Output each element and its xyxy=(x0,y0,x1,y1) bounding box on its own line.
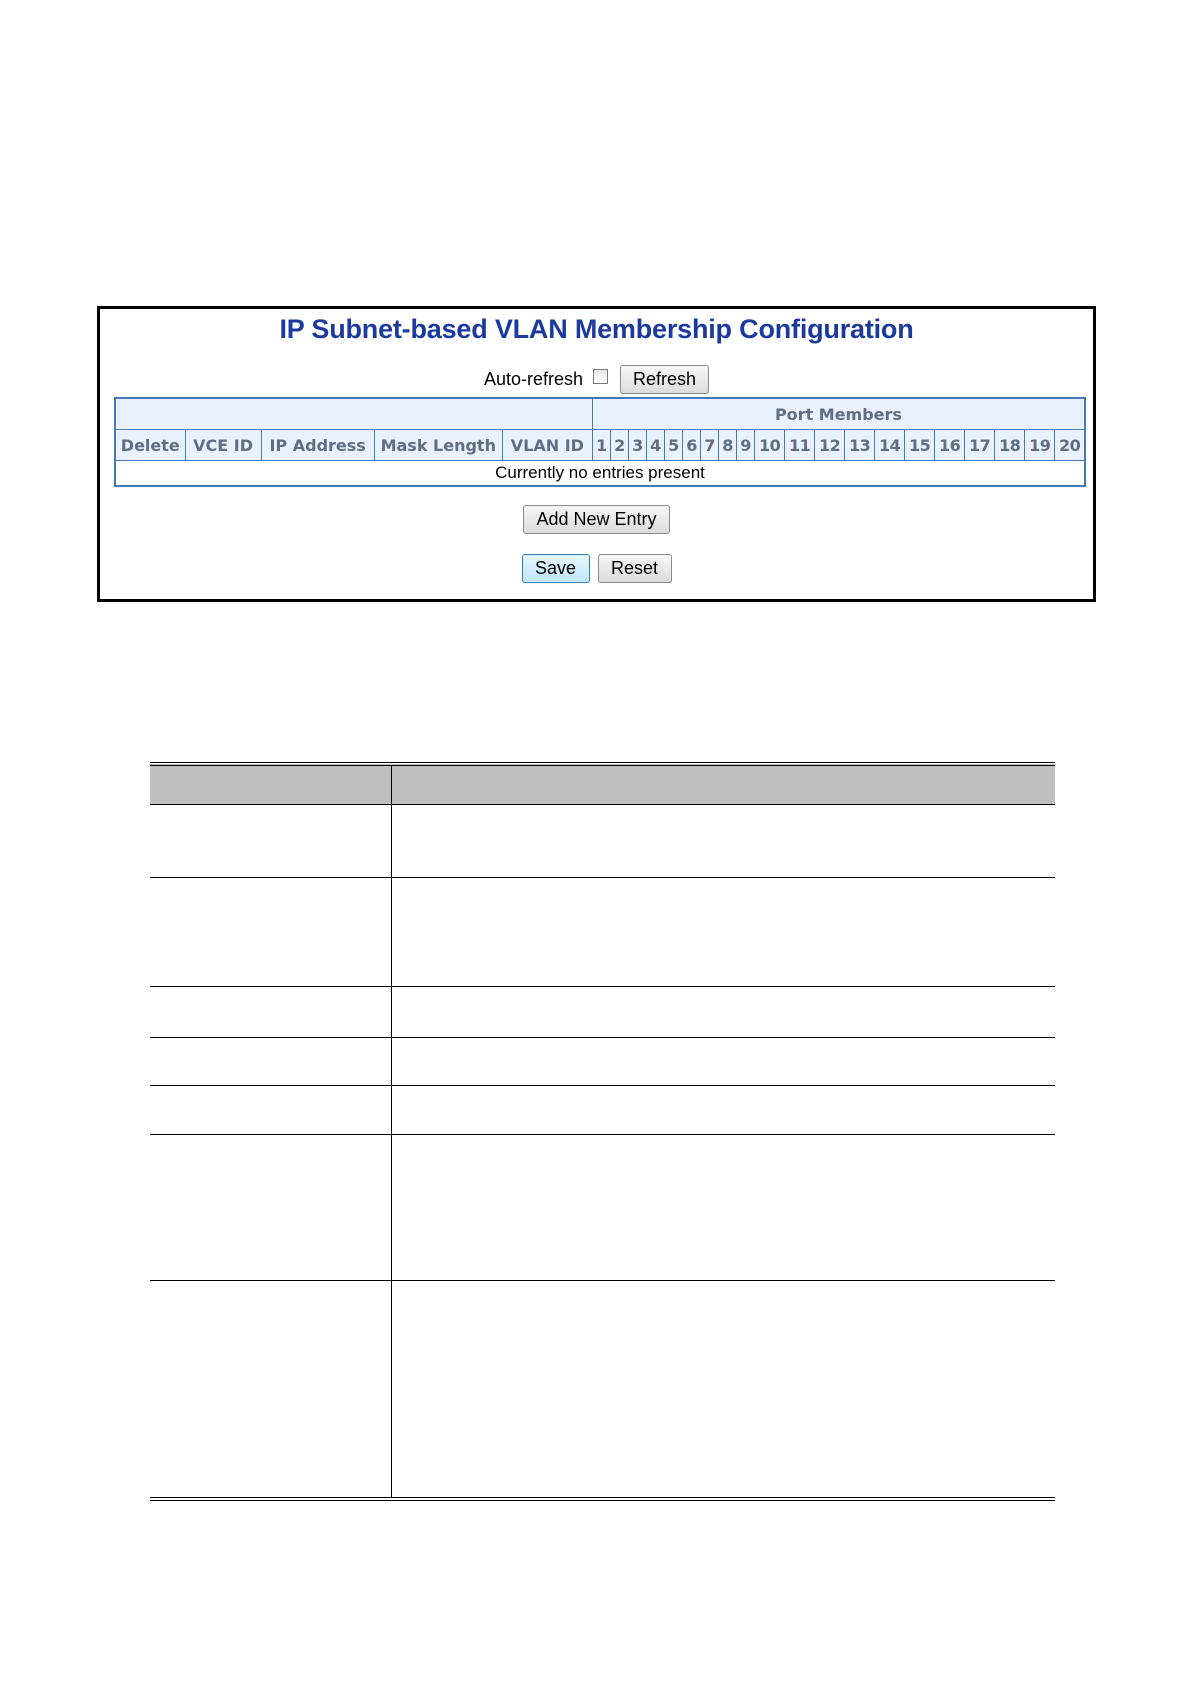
refresh-controls xyxy=(100,364,1093,394)
col-port-6: 6 xyxy=(683,430,701,461)
col-port-16: 16 xyxy=(935,430,965,461)
col-port-18: 18 xyxy=(995,430,1025,461)
table-row xyxy=(150,878,1055,987)
col-vce-id: VCE ID xyxy=(185,430,261,461)
reset-button[interactable]: Reset xyxy=(598,554,672,583)
table-row xyxy=(150,1281,1055,1499)
col-port-19: 19 xyxy=(1025,430,1055,461)
col-ip-address: IP Address xyxy=(261,430,374,461)
col-port-8: 8 xyxy=(719,430,737,461)
col-port-14: 14 xyxy=(875,430,905,461)
col-port-1: 1 xyxy=(592,430,610,461)
col-port-17: 17 xyxy=(965,430,995,461)
desc-cell-description xyxy=(391,1135,1055,1281)
desc-cell-object xyxy=(150,878,391,987)
table-row xyxy=(150,987,1055,1038)
desc-header-object xyxy=(150,764,391,805)
table-row xyxy=(150,1086,1055,1135)
desc-cell-object xyxy=(150,1281,391,1499)
description-table xyxy=(150,762,1055,1501)
auto-refresh-label: Auto-refresh xyxy=(483,368,583,389)
desc-cell-description xyxy=(391,805,1055,878)
empty-message: Currently no entries present xyxy=(115,461,1085,487)
auto-refresh-checkbox[interactable] xyxy=(593,369,608,384)
desc-cell-object xyxy=(150,1038,391,1086)
desc-cell-object xyxy=(150,987,391,1038)
vlan-config-panel xyxy=(97,306,1096,602)
col-delete: Delete xyxy=(115,430,185,461)
col-port-15: 15 xyxy=(905,430,935,461)
desc-cell-object xyxy=(150,805,391,878)
desc-cell-object xyxy=(150,1086,391,1135)
col-port-7: 7 xyxy=(701,430,719,461)
col-port-10: 10 xyxy=(755,430,785,461)
desc-cell-object xyxy=(150,1135,391,1281)
col-port-11: 11 xyxy=(785,430,815,461)
col-port-13: 13 xyxy=(845,430,875,461)
col-port-5: 5 xyxy=(664,430,682,461)
save-button[interactable]: Save xyxy=(522,554,590,583)
desc-cell-description xyxy=(391,878,1055,987)
col-port-4: 4 xyxy=(646,430,664,461)
col-port-12: 12 xyxy=(815,430,845,461)
table-row xyxy=(150,1135,1055,1281)
desc-cell-description xyxy=(391,1086,1055,1135)
desc-cell-description xyxy=(391,1038,1055,1086)
vlan-membership-table xyxy=(114,397,1086,487)
desc-cell-description xyxy=(391,987,1055,1038)
col-port-3: 3 xyxy=(628,430,646,461)
col-port-2: 2 xyxy=(610,430,628,461)
col-port-20: 20 xyxy=(1055,430,1085,461)
col-vlan-id: VLAN ID xyxy=(502,430,592,461)
desc-cell-description xyxy=(391,1281,1055,1499)
table-row xyxy=(150,805,1055,878)
header-spacer xyxy=(115,398,592,430)
add-new-entry-button[interactable]: Add New Entry xyxy=(523,505,669,534)
form-actions xyxy=(100,554,1093,583)
port-members-header: Port Members xyxy=(592,398,1085,430)
table-row xyxy=(150,1038,1055,1086)
page-title: IP Subnet-based VLAN Membership Configuration xyxy=(279,314,914,344)
col-port-9: 9 xyxy=(737,430,755,461)
refresh-button[interactable]: Refresh xyxy=(620,365,709,394)
desc-header-description xyxy=(391,764,1055,805)
add-row xyxy=(100,505,1093,534)
col-mask-length: Mask Length xyxy=(374,430,502,461)
